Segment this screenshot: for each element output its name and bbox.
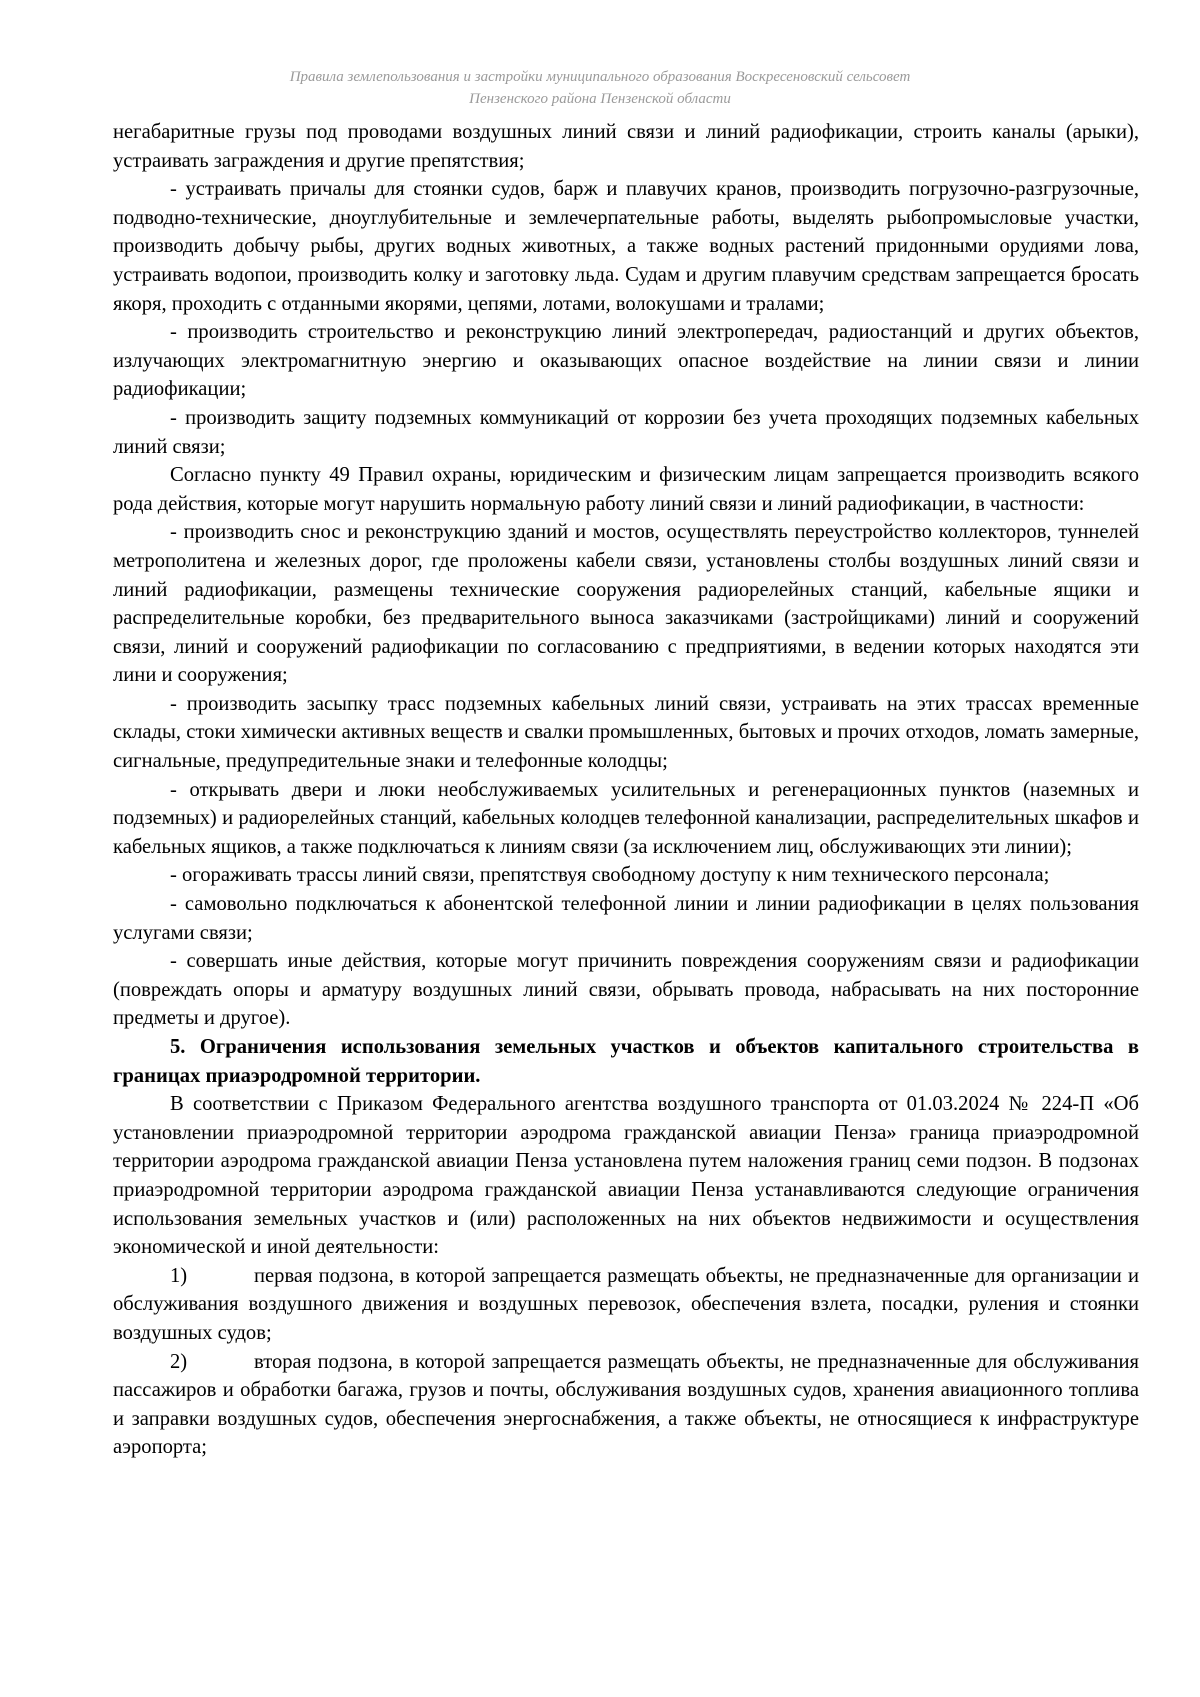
paragraph-backfill: - производить засыпку трасс подземных кабельных линий связи, устраивать на этих трассах временные склады, стоки химически активных веществ и свалки промышленных, бытовых и прочих отходов, ломать замерные, сигнальные, предупредительные знаки и телефонные колодцы; [113, 692, 1139, 773]
paragraph-power-lines: - производить строительство и реконструкцию линий электропередач, радиостанций и других объектов, излучающих электромагнитную энергию и оказывающих опасное воздействие на линии связи и линии радиофикации; [113, 321, 1139, 401]
list-item [113, 1348, 1139, 1462]
paragraph-moorings: - устраивать причалы для стоянки судов, барж и плавучих кранов, производить погрузочно-разгрузочные, подводно-технические, дноуглубительные и землечерпательные работы, выделять рыбопромысловые участки, производить добычу рыбы, других водных животных, а также водных растений придонными орудиями лова, устраивать водопои, производить колку и заготовку льда. Судам и другим плавучим средствам запрещается бросать якоря, проходить с отданными якорями, цепями, лотами, волокушами и тралами; [113, 178, 1139, 315]
paragraph-demolition: - производить снос и реконструкцию зданий и мостов, осуществлять переустройство коллекторов, туннелей метрополитена и железных дорог, где проложены кабели связи, установлены столбы воздушных линий связи и линий радиофикации, размещены технические сооружения радиорелейных станций, кабельные ящики и распределительные коробки, без предварительного выноса заказчиками (застройщиками) линий и сооружений связи, линий и сооружений радиофикации по согласованию с предприятиями, в ведении которых находятся эти лини и сооружения; [113, 521, 1139, 687]
list-item-text: первая подзона, в которой запрещается размещать объекты, не предназначенные для организации и обслуживания воздушного движения и воздушных перевозок, обеспечения взлета, посадки, руления и стоянки воздушных судов; [113, 1264, 1139, 1344]
list-item-number: 2) [170, 1350, 188, 1373]
list-item [113, 1262, 1139, 1348]
paragraph-unauthorized-connection: - самовольно подключаться к абонентской телефонной линии и линии радиофикации в целях пользования услугами связи; [113, 893, 1139, 944]
paragraph-continuation: негабаритные грузы под проводами воздушных линий связи и линий радиофикации, строить каналы (арыки), устраивать заграждения и другие препятствия; [113, 121, 1139, 172]
paragraph-fencing: - огораживать трассы линий связи, препятствуя свободному доступу к ним технического персонала; [170, 864, 1050, 887]
running-header-line-1: Правила землепользования и застройки муниципального образования Воскресеновский сельсовет [289, 69, 911, 85]
document-body [113, 118, 1139, 1462]
list-item-text: вторая подзона, в которой запрещается размещать объекты, не предназначенные для обслуживания пассажиров и обработки багажа, грузов и почты, обслуживания воздушных судов, хранения авиационного топлива и заправки воздушных судов, обеспечения энергоснабжения, а также объекты, не относящиеся к инфраструктуре аэропорта; [113, 1350, 1139, 1459]
list-item-number: 1) [170, 1264, 188, 1287]
paragraph-other-actions: - совершать иные действия, которые могут причинить повреждения сооружениям связи и радиофикации (повреждать опоры и арматуру воздушных линий связи, обрывать провода, набрасывать на них посторонние предметы и другое). [113, 950, 1139, 1030]
paragraph-airfield-order: В соответствии с Приказом Федерального агентства воздушного транспорта от 01.03.2024 № 224-П «Об установлении приаэродромной территории аэродрома гражданской авиации Пенза» граница приаэродромной территории аэродрома гражданской авиации Пенза установлена путем наложения границ семи подзон. В подзонах приаэродромной территории аэродрома гражданской авиации Пенза устанавливаются следующие ограничения использования земельных участков и (или) расположенных на них объектов недвижимости и осуществления экономической и иной деятельности: [113, 1093, 1139, 1259]
paragraph-doors-hatches: - открывать двери и люки необслуживаемых усилительных и регенерационных пунктов (наземных и подземных) и радиорелейных станций, кабельных колодцев телефонной канализации, распределительных шкафов и кабельных ящиков, а также подключаться к линиям связи (за исключением лиц, обслуживающих эти линии); [113, 778, 1139, 858]
section-heading: 5. Ограничения использования земельных участков и объектов капитального строительства в границах приаэродромной территории. [113, 1036, 1139, 1087]
paragraph-corrosion: - производить защиту подземных коммуникаций от коррозии без учета проходящих подземных кабельных линий связи; [113, 406, 1139, 458]
paragraph-clause-49: Согласно пункту 49 Правил охраны, юридическим и физическим лицам запрещается производить всякого рода действия, которые могут нарушить нормальную работу линий связи и линий радиофикации, в частности: [113, 464, 1139, 515]
running-header [0, 66, 1200, 110]
running-header-line-2: Пензенского района Пензенской области [469, 91, 731, 107]
